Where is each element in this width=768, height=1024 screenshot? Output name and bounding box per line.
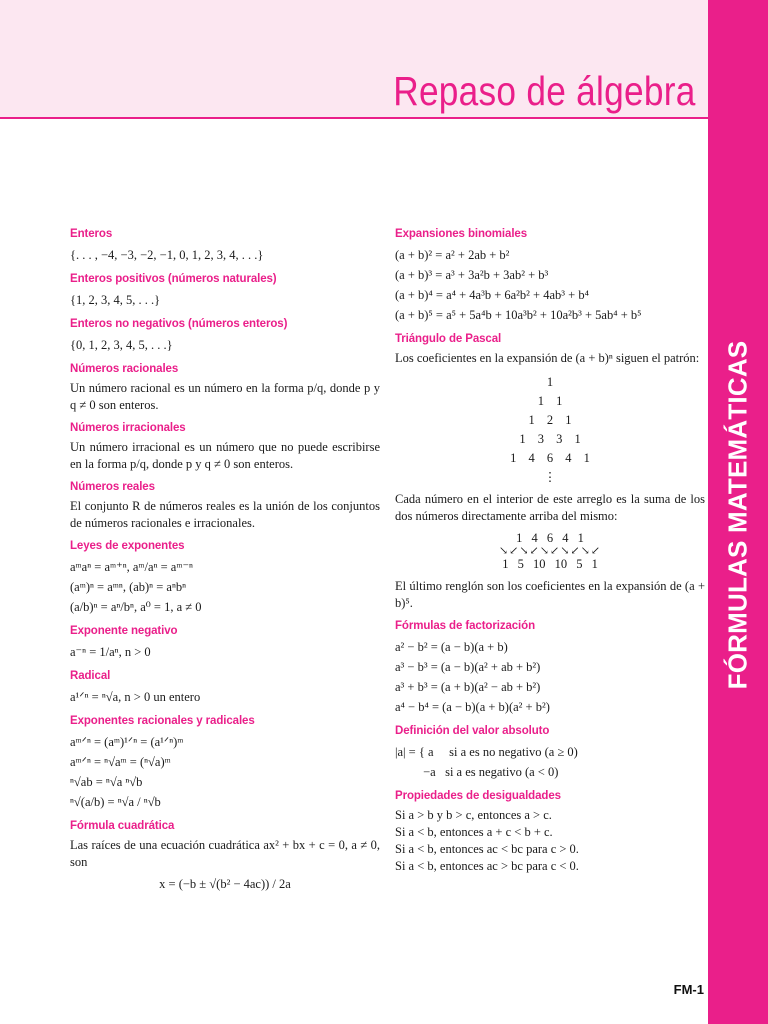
formula-line: (a/b)ⁿ = aⁿ/bⁿ, a⁰ = 1, a ≠ 0 bbox=[70, 600, 202, 614]
section-title: Fórmulas de factorización bbox=[395, 620, 536, 632]
section-title: Números irracionales bbox=[70, 422, 186, 434]
inequality-line: Si a < b, entonces ac > bc para c < 0. bbox=[395, 859, 579, 873]
section-radical bbox=[70, 670, 380, 707]
formula-line: (a + b)⁵ = a⁵ + 5a⁴b + 10a³b² + 10a²b³ + 5ab⁴ + b⁵ bbox=[395, 308, 642, 322]
section-text: Un número irracional es un número que no puede escribirse en la forma p/q, donde p y q ≠ 0 son enteros. bbox=[70, 440, 380, 471]
pascal-row: 1 2 1 bbox=[528, 413, 572, 427]
formula-line: (a + b)⁴ = a⁴ + 4a³b + 6a²b² + 4ab³ + b⁴ bbox=[395, 288, 589, 302]
formula-line: aᵐᐟⁿ = ⁿ√aᵐ = (ⁿ√a)ᵐ bbox=[70, 755, 171, 769]
formula-line: a⁴ − b⁴ = (a − b)(a + b)(a² + b²) bbox=[395, 700, 550, 714]
pascal-sum-example bbox=[395, 531, 705, 572]
formula-line: a³ − b³ = (a − b)(a² + ab + b²) bbox=[395, 660, 541, 674]
inequality-line: Si a < b, entonces ac < bc para c > 0. bbox=[395, 842, 579, 856]
section-title: Propiedades de desigualdades bbox=[395, 790, 561, 802]
section-text: Los coeficientes en la expansión de (a + b)ⁿ siguen el patrón: bbox=[395, 351, 700, 365]
section-text: Un número racional es un número en la forma p/q, donde p y q ≠ 0 son enteros. bbox=[70, 381, 380, 412]
section-valor-absoluto bbox=[395, 725, 705, 782]
section-numeros-irracionales bbox=[70, 422, 380, 473]
section-text: Cada número en el interior de este arreglo es la suma de los dos números directamente arriba del mismo: bbox=[395, 492, 705, 523]
pascal-row: 1 4 6 4 1 bbox=[516, 531, 584, 545]
section-enteros-positivos bbox=[70, 273, 380, 310]
formula-line: |a| = { a si a es no negativo (a ≥ 0) bbox=[395, 745, 578, 759]
formula-line: a¹ᐟⁿ = ⁿ√a, n > 0 un entero bbox=[70, 690, 201, 704]
pascal-triangle bbox=[395, 373, 705, 487]
pascal-row: 1 5 10 10 5 1 bbox=[502, 557, 598, 571]
section-title: Radical bbox=[70, 670, 111, 682]
section-title: Definición del valor absoluto bbox=[395, 725, 550, 737]
left-column bbox=[70, 228, 380, 900]
section-exponentes-racionales bbox=[70, 715, 380, 812]
section-factorizacion bbox=[395, 620, 705, 717]
section-title: Enteros positivos (números naturales) bbox=[70, 273, 277, 285]
section-title: Exponente negativo bbox=[70, 625, 178, 637]
section-title: Números reales bbox=[70, 481, 155, 493]
page-title: Repaso de álgebra bbox=[393, 68, 696, 114]
section-enteros-no-negativos bbox=[70, 318, 380, 355]
pascal-row: 1 3 3 1 bbox=[519, 432, 581, 446]
formula-line: (a + b)² = a² + 2ab + b² bbox=[395, 248, 510, 262]
formula-line: −a si a es negativo (a < 0) bbox=[395, 765, 559, 779]
section-expansiones-binomiales bbox=[395, 228, 705, 325]
page-number: FM-1 bbox=[673, 982, 704, 997]
section-title: Expansiones binomiales bbox=[395, 228, 528, 240]
section-numeros-reales bbox=[70, 481, 380, 532]
section-title: Enteros bbox=[70, 228, 113, 240]
section-title: Números racionales bbox=[70, 363, 179, 375]
formula-line: a² − b² = (a − b)(a + b) bbox=[395, 640, 508, 654]
formula-line: (aᵐ)ⁿ = aᵐⁿ, (ab)ⁿ = aⁿbⁿ bbox=[70, 580, 187, 594]
formula-line: {1, 2, 3, 4, 5, . . .} bbox=[70, 293, 161, 307]
formula-line: aᵐᐟⁿ = (aᵐ)¹ᐟⁿ = (a¹ᐟⁿ)ᵐ bbox=[70, 735, 184, 749]
formula-line: aᵐaⁿ = aᵐ⁺ⁿ, aᵐ/aⁿ = aᵐ⁻ⁿ bbox=[70, 560, 193, 574]
section-triangulo-pascal bbox=[395, 333, 705, 612]
section-title: Leyes de exponentes bbox=[70, 540, 185, 552]
pascal-arrows: ↘↙↘↙↘↙↘↙↘↙ bbox=[498, 545, 602, 557]
formula-line: a³ + b³ = (a + b)(a² − ab + b²) bbox=[395, 680, 541, 694]
section-exponente-negativo bbox=[70, 625, 380, 662]
inequality-line: Si a > b y b > c, entonces a > c. bbox=[395, 808, 552, 822]
header-rule bbox=[0, 117, 708, 119]
formula-line: {0, 1, 2, 3, 4, 5, . . .} bbox=[70, 338, 173, 352]
section-text: El último renglón son los coeficientes en la expansión de (a + b)⁵. bbox=[395, 579, 705, 610]
section-leyes-exponentes bbox=[70, 540, 380, 617]
section-title: Enteros no negativos (números enteros) bbox=[70, 318, 288, 330]
formula-line: a⁻ⁿ = 1/aⁿ, n > 0 bbox=[70, 645, 151, 659]
quadratic-formula: x = (−b ± √(b² − 4ac)) / 2a bbox=[159, 877, 291, 891]
pascal-row: 1 bbox=[546, 375, 554, 389]
section-title: Exponentes racionales y radicales bbox=[70, 715, 255, 727]
section-title: Fórmula cuadrática bbox=[70, 820, 175, 832]
formula-line: {. . . , −4, −3, −2, −1, 0, 1, 2, 3, 4, . . .} bbox=[70, 248, 264, 262]
side-tab-label: FÓRMULAS MATEMÁTICAS bbox=[722, 340, 753, 690]
section-text: El conjunto R de números reales es la unión de los conjuntos de números racionales e irracionales. bbox=[70, 499, 380, 530]
section-text: Las raíces de una ecuación cuadrática ax² + bx + c = 0, a ≠ 0, son bbox=[70, 838, 380, 869]
inequality-line: Si a < b, entonces a + c < b + c. bbox=[395, 825, 553, 839]
pascal-row: ⋮ bbox=[543, 470, 557, 484]
formula-line: ⁿ√(a/b) = ⁿ√a / ⁿ√b bbox=[70, 795, 161, 809]
right-column bbox=[395, 228, 705, 883]
section-numeros-racionales bbox=[70, 363, 380, 414]
section-enteros bbox=[70, 228, 380, 265]
pascal-row: 1 4 6 4 1 bbox=[510, 451, 590, 465]
section-title: Triángulo de Pascal bbox=[395, 333, 502, 345]
section-desigualdades bbox=[395, 790, 705, 875]
formula-line: (a + b)³ = a³ + 3a²b + 3ab² + b³ bbox=[395, 268, 549, 282]
formula-line: ⁿ√ab = ⁿ√a ⁿ√b bbox=[70, 775, 143, 789]
section-formula-cuadratica bbox=[70, 820, 380, 892]
pascal-row: 1 1 bbox=[537, 394, 563, 408]
